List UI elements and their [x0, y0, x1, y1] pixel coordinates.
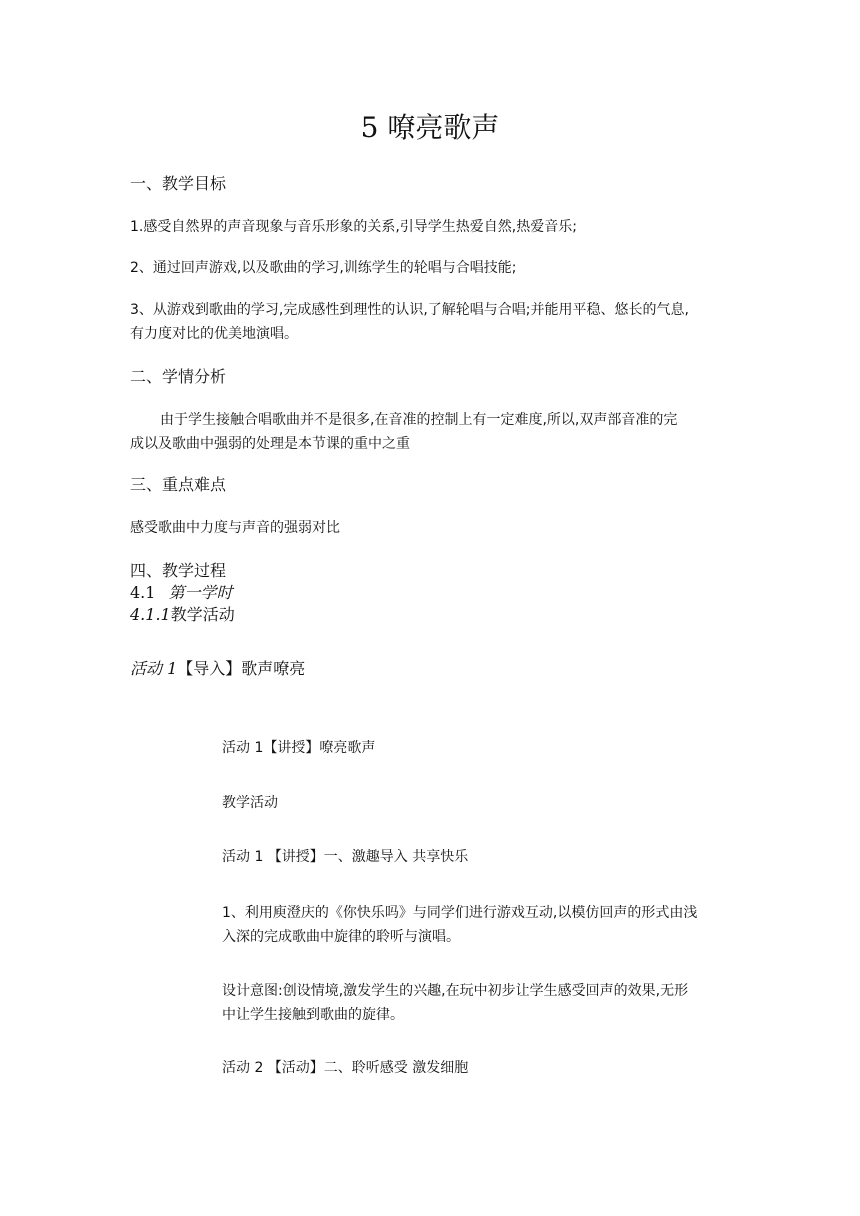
goal-item-3-continued: 有力度对比的优美地演唱。 [130, 326, 298, 342]
heading-analysis: 二、学情分析 [130, 367, 227, 386]
heading-process: 四、教学过程 [130, 561, 227, 580]
activity-intro [130, 658, 305, 680]
activity-line-2: 教学活动 [222, 795, 278, 811]
analysis-line-1: 由于学生接触合唱歌曲并不是很多,在音准的控制上有一定难度,所以,双声部音准的完 [160, 412, 678, 428]
activity-line-8: 活动 2 【活动】二、聆听感受 激发细胞 [222, 1060, 469, 1076]
subsection-title: 第一学时 [168, 583, 233, 602]
heading-goals: 一、教学目标 [130, 174, 227, 193]
subsection-number: 4.1 [130, 583, 156, 602]
goal-item-3: 3、从游戏到歌曲的学习,完成感性到理性的认识,了解轮唱与合唱;并能用平稳、悠长的气息, [130, 302, 689, 318]
activity-line-4: 1、利用庾澄庆的《你快乐吗》与同学们进行游戏互动,以模仿回声的形式由浅 [222, 905, 698, 921]
heading-key-points: 三、重点难点 [130, 475, 227, 494]
activity-line-6: 设计意图:创设情境,激发学生的兴趣,在玩中初步让学生感受回声的效果,无形 [222, 983, 689, 999]
activity-line-5: 入深的完成歌曲中旋律的聆听与演唱。 [222, 929, 460, 945]
subsection-4-1-1 [130, 604, 235, 626]
activity-intro-text: 【导入】歌声嘹亮 [177, 659, 306, 678]
subsubsection-number: 4.1.1 [130, 605, 171, 624]
subsubsection-title: 教学活动 [170, 605, 235, 624]
key-points-text: 感受歌曲中力度与声音的强弱对比 [130, 520, 340, 536]
analysis-line-2: 成以及歌曲中强弱的处理是本节课的重中之重 [130, 436, 410, 452]
document-title: 5 嘹亮歌声 [360, 111, 500, 144]
activity-line-1: 活动 1【讲授】嘹亮歌声 [222, 740, 376, 756]
goal-item-2: 2、通过回声游戏,以及歌曲的学习,训练学生的轮唱与合唱技能; [130, 260, 517, 276]
activity-line-7: 中让学生接触到歌曲的旋律。 [222, 1007, 404, 1023]
subsection-4-1 [130, 582, 233, 604]
goal-item-1: 1.感受自然界的声音现象与音乐形象的关系,引导学生热爱自然,热爱音乐; [130, 219, 577, 235]
activity-intro-label: 活动 1 [130, 659, 178, 678]
activity-line-3: 活动 1 【讲授】一、激趣导入 共享快乐 [222, 849, 469, 865]
